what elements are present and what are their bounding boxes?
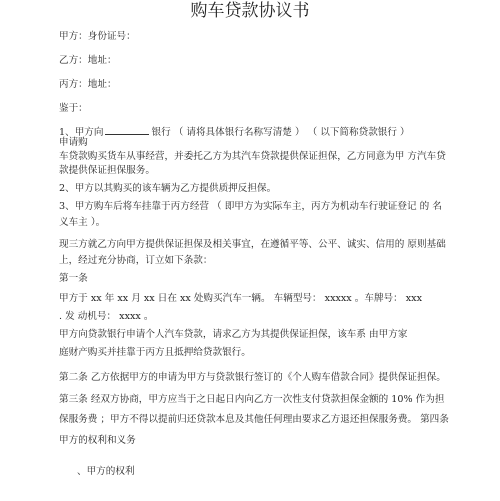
item-1-line	[59, 125, 410, 139]
rights-heading: 甲方的权利和义务	[59, 435, 136, 446]
item-1-continuation: 申请购	[59, 137, 88, 148]
article-1-line-d: 庭财产购买并挂靠于丙方且抵押给贷款银行。	[59, 347, 251, 358]
article-3-line-a: 第三条 经双方协商，甲方应当于之日起日内向乙方一次性支付贷款担保金额的 10% 作为担	[59, 394, 445, 405]
item-3-line-b: 义车主 ）。	[59, 217, 106, 228]
preamble-line-b: 上，经过充分协商，订立如下条款：	[59, 255, 213, 266]
party-c-line: 丙方：地址：	[59, 79, 117, 90]
item-2-line: 2、甲方以其购买的该车辆为乙方提供质押反担保。	[59, 183, 277, 194]
preamble-line-a: 现三方就乙方向甲方提供保证担保及相关事宜，在遵循平等、公平、诚实、信用的 原则基础	[59, 239, 446, 250]
item-1-suffix: 银行 （ 请将具体银行名称写清楚 ） （ 以下简称贷款银行 ）	[151, 127, 410, 138]
article-1-line-b: . 发 动机号： xxxx 。	[59, 311, 154, 322]
article-2-line: 第二条 乙方依据甲方的申请为甲方与贷款银行签订的《个人购车借款合同》提供保证担保。	[59, 372, 446, 383]
rights-subheading: 、甲方的权利	[77, 466, 135, 477]
whereas-line: 鉴于：	[59, 103, 88, 114]
article-1-line-a: 甲方于 xx 年 xx 月 xx 日在 xx 处购买汽车一辆。 车辆型号： xxxxx 。车牌号： xxx	[59, 293, 423, 304]
article-1-line-c: 甲方向贷款银行申请个人汽车贷款，请求乙方为其提供保证担保，该车系 由甲方家	[59, 329, 408, 340]
party-b-line: 乙方：地址：	[59, 55, 117, 66]
article-1-heading: 第一条	[59, 273, 88, 284]
party-a-line: 甲方：身份证号：	[59, 31, 136, 42]
document-title: 购车贷款协议书	[190, 1, 310, 21]
article-3-line-b: 保服务费 ；甲方不得以提前归还贷款本息及其他任何理由要求乙方退还担保服务费。 第四条	[59, 414, 449, 425]
item-1-line-c: 款提供保证担保服务。	[59, 165, 155, 176]
item-1-line-b: 车贷款购买货车从事经营，并委托乙方为其汽车贷款提供保证担保，乙方同意为甲 方汽车贷	[59, 151, 446, 162]
item-1-prefix: 1、甲方向	[59, 127, 104, 138]
item-3-line-a: 3、甲方购车后将车挂靠于丙方经营 （ 即甲方为实际车主，丙方为机动车行驶证登记 的 名	[59, 201, 442, 212]
bank-name-blank	[105, 125, 149, 135]
